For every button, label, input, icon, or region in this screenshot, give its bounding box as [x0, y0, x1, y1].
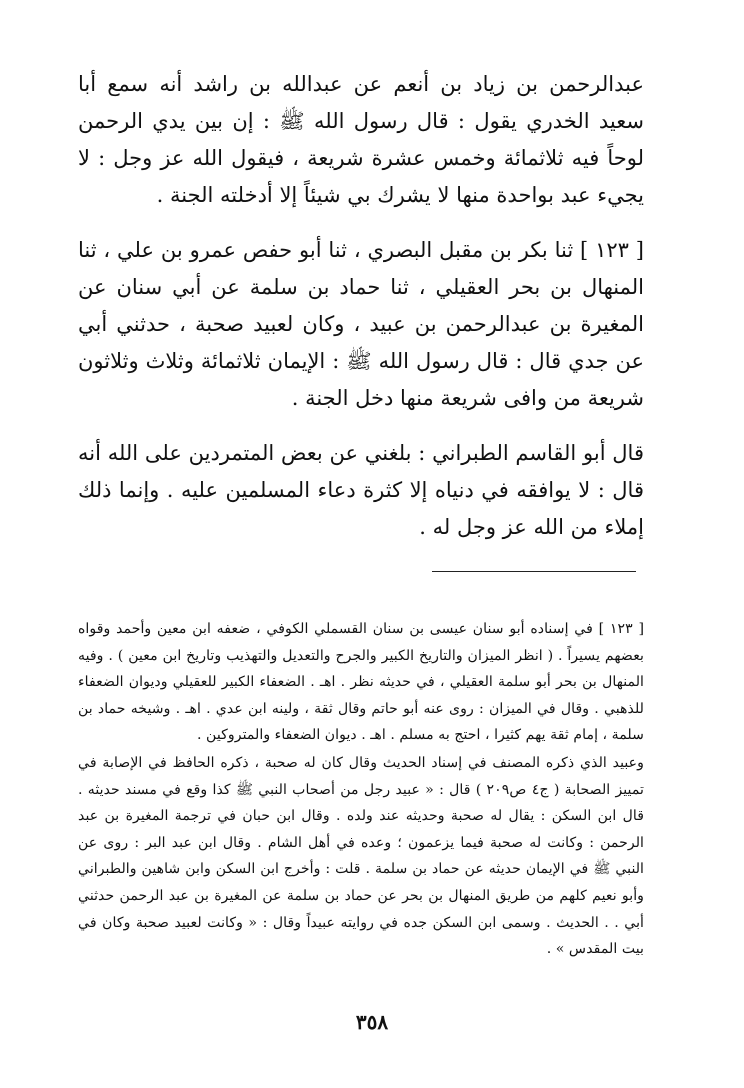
footnote-2 [78, 750, 644, 963]
body-paragraph-2 [78, 232, 644, 417]
paragraph-text: [ ١٢٣ ] ثنا بكر بن مقبل البصري ، ثنا أبو حفص عمرو بن علي ، ثنا المنهال بن بحر العقيلي ، ثنا حماد بن سلمة عن أبي سنان عن المغيرة بن عبدالرحمن بن عبيد ، وكان لعبيد صحبة ، حدثني أبي عن جدي قال : قال رسول الله ﷺ : الإيمان ثلاثمائة وثلاث وثلاثون شريعة من وافى شريعة منها دخل الجنة . [78, 238, 644, 410]
footnote-1 [78, 616, 644, 749]
body-paragraph-3 [78, 435, 644, 546]
paragraph-text: قال أبو القاسم الطبراني : بلغني عن بعض المتمردين على الله أنه قال : لا يوافقه في دنياه إلا كثرة دعاء المسلمين عليه . وإنما ذلك إملاء من الله عز وجل له . [78, 441, 644, 539]
footnote-text: [ ١٢٣ ] في إسناده أبو سنان عيسى بن سنان القسملي الكوفي ، ضعفه ابن معين وأحمد وقواه بعضهم يسيراً . ( انظر الميزان والتاريخ الكبير والجرح والتعديل والتهذيب وتاريخ ابن معين ) . وفيه المنهال بن بحر أبو سلمة العقيلي ، في حديثه نظر . اهـ . الضعفاء الكبير للعقيلي وديوان الضعفاء للذهبي . وقال في الميزان : روى عنه أبو حاتم وقال ثقة ، ولينه ابن عدي . اهـ . وشيخه حماد بن سلمة ، إمام ثقة يهم كثيرا ، احتج به مسلم . اهـ . ديوان الضعفاء والمتروكين . [78, 621, 644, 744]
body-paragraph-1 [78, 66, 644, 214]
footnote-separator [432, 571, 636, 572]
paragraph-text: عبدالرحمن بن زياد بن أنعم عن عبدالله بن راشد أنه سمع أبا سعيد الخدري يقول : قال رسول الله ﷺ : إن بين يدي الرحمن لوحاً فيه ثلاثمائة وخمس عشرة شريعة ، فيقول الله عز وجل : لا يجيء عبد بواحدة منها لا يشرك بي شيئاً إلا أدخلته الجنة . [78, 72, 644, 207]
page-number: ٣٥٨ [355, 1010, 389, 1034]
footnote-text: وعبيد الذي ذكره المصنف في إسناد الحديث وقال كان له صحبة ، ذكره الحافظ في الإصابة في تمييز الصحابة ( ج٤ ص٢٠٩ ) قال : « عبيد رجل من أصحاب النبي ﷺ كذا وقع في مسند حديثه . قال ابن السكن : يقال له صحبة وحديثه عند ولده . وقال ابن حبان في ترجمة المغيرة بن عبد الرحمن : وكانت له صحبة فيما يزعمون ؛ وعده في أهل الشام . وقال ابن عبد البر : روى عن النبي ﷺ في الإيمان حديثه عن حماد بن سلمة . قلت : وأخرج ابن السكن وابن شاهين والطبراني وأبو نعيم كلهم من طريق المنهال بن بحر عن حماد بن سلمة عن المغيرة بن عبد الرحمن حدثني أبي . . الحديث . وسمى ابن السكن جده في روايته عبيداً وقال : « وكانت لعبيد صحبة وكان في بيت المقدس » . [78, 755, 644, 958]
